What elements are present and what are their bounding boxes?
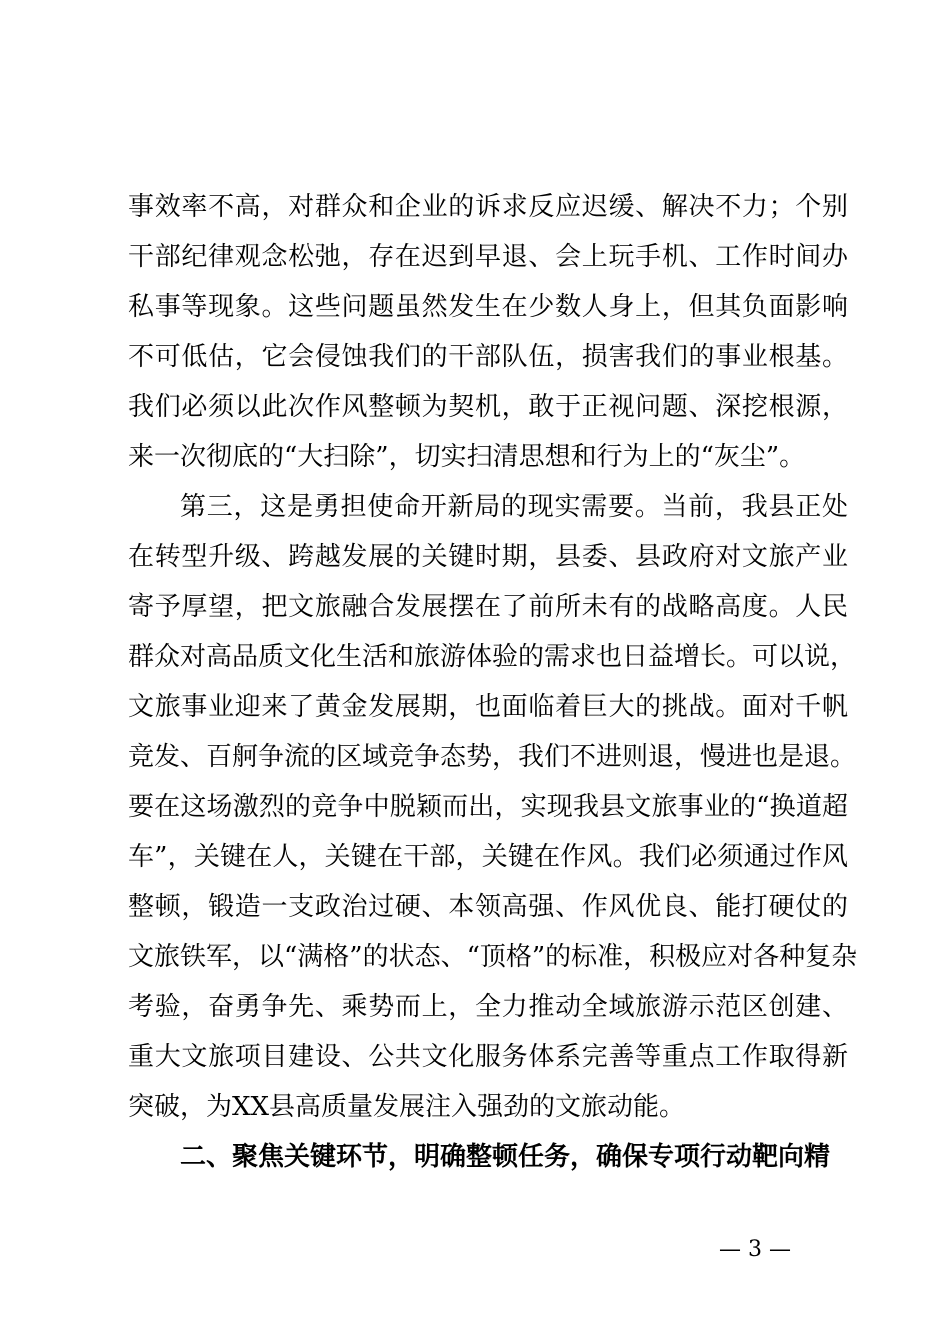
- paragraph-line: 竞发、百舸争流的区域竞争态势，我们不进则退，慢进也是退。: [128, 742, 857, 772]
- paragraph-line: 群众对高品质文化生活和旅游体验的需求也日益增长。可以说，: [128, 642, 857, 672]
- paragraph-line: 文旅事业迎来了黄金发展期，也面临着巨大的挑战。面对千帆: [128, 692, 848, 722]
- paragraph-line: 在转型升级、跨越发展的关键时期，县委、县政府对文旅产业: [128, 542, 848, 572]
- paragraph-line: 不可低估，它会侵蚀我们的干部队伍，损害我们的事业根基。: [128, 342, 848, 372]
- paragraph-line: 第三，这是勇担使命开新局的现实需要。当前，我县正处: [180, 492, 848, 522]
- paragraph-line: 事效率不高，对群众和企业的诉求反应迟缓、解决不力；个别: [128, 192, 848, 222]
- paragraph-line: 文旅铁军，以“满格”的状态、“顶格”的标准，积极应对各种复杂: [128, 942, 858, 972]
- paragraph-line: 来一次彻底的“大扫除”，切实扫清思想和行为上的“灰尘”。: [128, 442, 806, 472]
- paragraph-line: 整顿，锻造一支政治过硬、本领高强、作风优良、能打硬仗的: [128, 892, 848, 922]
- page-number: — 3 —: [719, 1237, 791, 1262]
- paragraph-line: 干部纪律观念松弛，存在迟到早退、会上玩手机、工作时间办: [128, 242, 848, 272]
- paragraph-line: 重大文旅项目建设、公共文化服务体系完善等重点工作取得新: [128, 1042, 848, 1072]
- paragraph-line: 考验，奋勇争先、乘势而上，全力推动全域旅游示范区创建、: [128, 992, 848, 1022]
- section-heading: 二、聚焦关键环节，明确整顿任务，确保专项行动靶向精: [180, 1142, 831, 1172]
- paragraph-line: 私事等现象。这些问题虽然发生在少数人身上，但其负面影响: [128, 292, 848, 322]
- paragraph-line: 寄予厚望，把文旅融合发展摆在了前所未有的战略高度。人民: [128, 592, 848, 622]
- paragraph-line: 要在这场激烈的竞争中脱颖而出，实现我县文旅事业的“换道超: [128, 792, 848, 822]
- paragraph-line: 突破，为XX县高质量发展注入强劲的文旅动能。: [128, 1092, 686, 1122]
- paragraph-line: 车”，关键在人，关键在干部，关键在作风。我们必须通过作风: [128, 842, 848, 872]
- paragraph-line: 我们必须以此次作风整顿为契机，敢于正视问题、深挖根源，: [128, 392, 848, 422]
